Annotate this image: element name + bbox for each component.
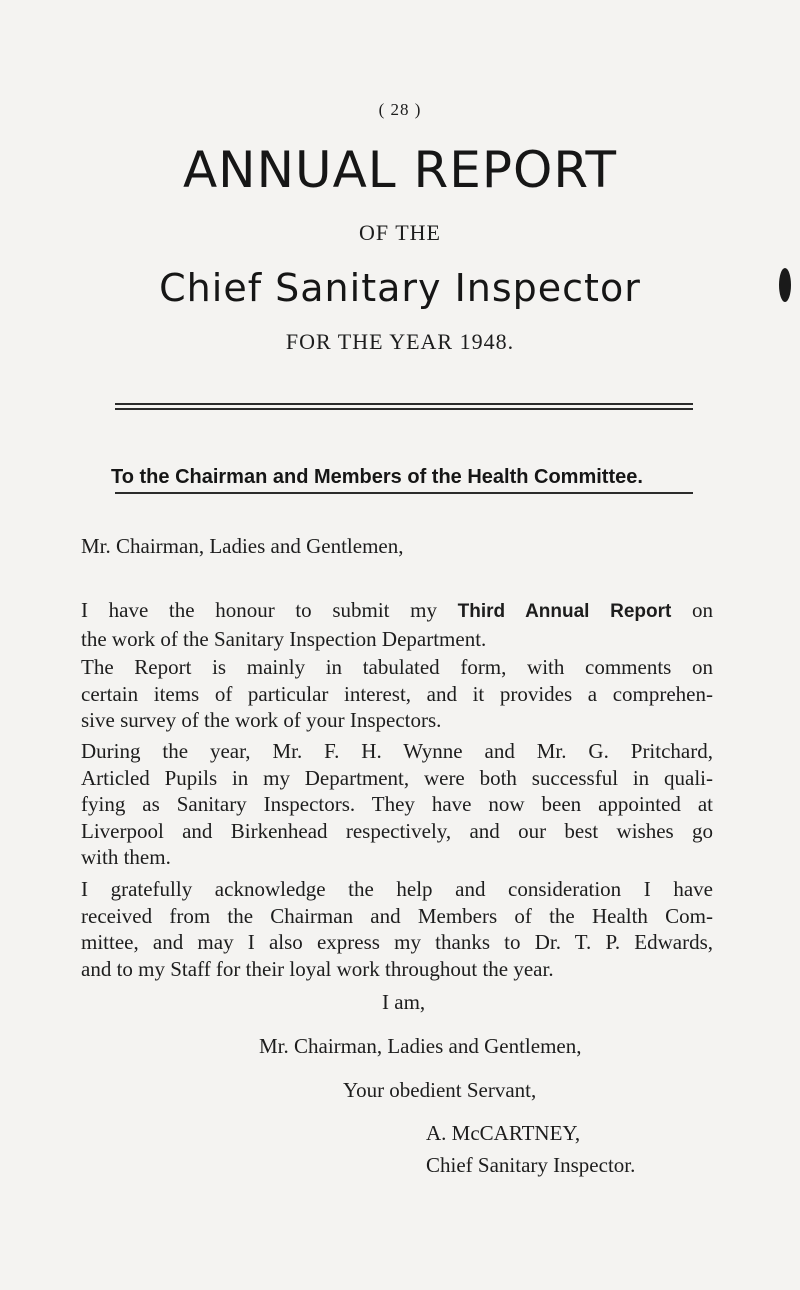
- title-role: Chief Sanitary Inspector: [159, 266, 641, 310]
- report-name-emphasis: Third Annual Report: [457, 601, 672, 622]
- title-of-the: OF THE: [359, 220, 441, 245]
- divider-rule-bottom: [115, 408, 693, 410]
- paragraph-3: [81, 738, 713, 871]
- paragraph-3-line: Liverpool and Birkenhead respectively, and our best wishes go: [81, 818, 713, 843]
- salutation-text: Mr. Chairman, Ladies and Gentlemen,: [81, 534, 404, 558]
- addressee-heading: To the Chairman and Members of the Health Committee.: [111, 466, 643, 488]
- ink-blot-mark: [779, 268, 791, 302]
- paragraph-2-line: The Report is mainly in tabulated form, with comments on: [81, 655, 713, 679]
- closing-servant: Your obedient Servant,: [343, 1078, 537, 1102]
- closing-salutation: Mr. Chairman, Ladies and Gentlemen,: [259, 1034, 582, 1058]
- paragraph-2: [81, 654, 713, 734]
- page-number: ( 28 ): [378, 100, 422, 119]
- paragraph-3-line: During the year, Mr. F. H. Wynne and Mr. G. Pritchard,: [81, 739, 713, 763]
- title-year: FOR THE YEAR 1948.: [285, 329, 515, 354]
- paragraph-1-line-1: [81, 597, 713, 626]
- closing-i-am: I am,: [382, 990, 426, 1014]
- paragraph-2-line: certain items of particular interest, and it provides a comprehen-: [81, 681, 713, 706]
- paragraph-4-line: received from the Chairman and Members of the Health Com-: [81, 903, 713, 928]
- report-title: ANNUAL REPORT: [182, 141, 618, 199]
- addressee-underline: [115, 492, 693, 494]
- signatory-name: A. McCARTNEY,: [426, 1121, 581, 1145]
- paragraph-4: [81, 876, 713, 982]
- paragraph-4-line: I gratefully acknowledge the help and consideration I have: [81, 877, 713, 901]
- paragraph-3-line: with them.: [81, 845, 171, 869]
- divider-rule-top: [115, 403, 693, 405]
- paragraph-4-line: and to my Staff for their loyal work throughout the year.: [81, 956, 554, 981]
- salutation: [81, 533, 713, 560]
- paragraph-4-line: mittee, and may I also express my thanks to Dr. T. P. Edwards,: [81, 930, 713, 954]
- paragraph-3-line: Articled Pupils in my Department, were both successful in quali-: [81, 765, 713, 790]
- paragraph-3-line: fying as Sanitary Inspectors. They have now been appointed at: [81, 792, 713, 816]
- paragraph-2-line: sive survey of the work of your Inspectors.: [81, 708, 442, 732]
- signatory-title: Chief Sanitary Inspector.: [426, 1153, 636, 1177]
- paragraph-1-text-before: I have the honour to submit my: [81, 598, 458, 622]
- paragraph-1: [81, 597, 713, 652]
- paragraph-1-text-after: on: [671, 598, 713, 622]
- paragraph-1-line-2: the work of the Sanitary Inspection Department.: [81, 626, 487, 651]
